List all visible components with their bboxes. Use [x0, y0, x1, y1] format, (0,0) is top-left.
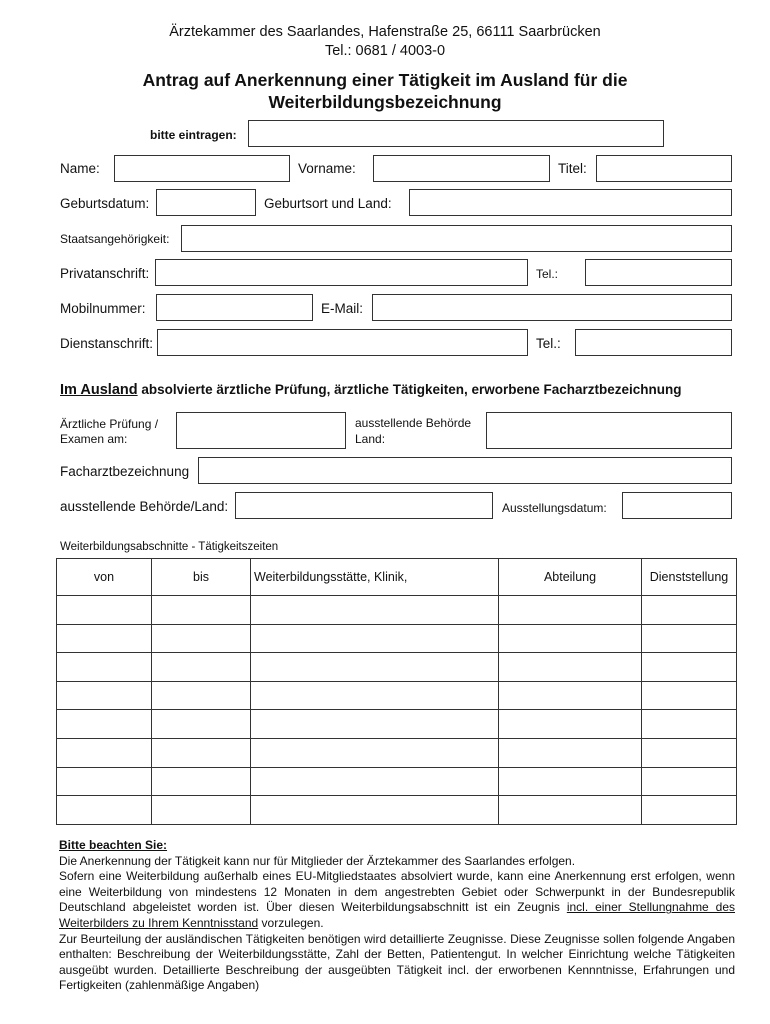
table-cell[interactable]: [152, 796, 251, 825]
column-header-von: von: [57, 559, 152, 596]
mobilnummer-label: Mobilnummer:: [60, 301, 146, 316]
table-row: [57, 767, 737, 796]
email-field[interactable]: [372, 294, 732, 321]
column-header-abteilung: Abteilung: [499, 559, 642, 596]
ausland-heading-rest: absolvierte ärztliche Prüfung, ärztliche Tätigkeiten, erworbene Facharztbezeichnung: [137, 382, 682, 397]
behoerde-land-field[interactable]: [486, 412, 732, 449]
staatsangehoerigkeit-field[interactable]: [181, 225, 732, 252]
table-cell[interactable]: [251, 624, 499, 653]
ausstellungsdatum-label: Ausstellungsdatum:: [502, 501, 607, 515]
table-cell[interactable]: [499, 710, 642, 739]
notes-paragraph-2-start: Sofern eine Weiterbildung außerhalb eines EU-Mitgliedstaates absolviert wurde, kann eine Anerkennung erst erfolgen, wenn eine Weiterbildung von mindestens 12 Monaten in dem angestrebten Gebiet oder Schwerpunkt in der Bundesrepublik Deutschland abgeleistet worden ist. Über diesen Weiterbildungsabschnitt ist ein Zeugnis: [59, 869, 735, 915]
geburtsdatum-label: Geburtsdatum:: [60, 196, 150, 211]
name-label: Name:: [60, 161, 100, 176]
bitte-eintragen-field[interactable]: [248, 120, 664, 147]
staatsangehoerigkeit-label: Staatsangehörigkeit:: [60, 232, 170, 246]
form-title-line2: Weiterbildungsbezeichnung: [268, 92, 502, 112]
table-cell[interactable]: [152, 653, 251, 682]
dienstanschrift-field[interactable]: [157, 329, 528, 356]
geburtsdatum-field[interactable]: [156, 189, 256, 216]
table-cell[interactable]: [642, 596, 737, 625]
bitte-eintragen-label: bitte eintragen:: [150, 128, 237, 142]
email-label: E-Mail:: [321, 301, 364, 316]
pruefung-datum-field[interactable]: [176, 412, 346, 449]
table-cell[interactable]: [251, 767, 499, 796]
titel-field[interactable]: [596, 155, 732, 182]
table-cell[interactable]: [642, 738, 737, 767]
table-row: [57, 624, 737, 653]
table-cell[interactable]: [499, 681, 642, 710]
table-cell[interactable]: [251, 796, 499, 825]
vorname-label: Vorname:: [298, 161, 356, 176]
notes-paragraph-3: Zur Beurteilung der ausländischen Tätigkeiten benötigen wird detaillierte Zeugnisse. Diese Zeugnisse sollen folgende Angaben enthalten: Beschreibung der Weiterbildungsstätte, Zahl der Betten, Patientengut. In welcher Einrichtung welche Tätigkeiten ausgeübt wurden. Detaillierte Beschreibung der ausgeübten Tätigkeit incl. der erworbenen Kennntnisse, Erfahrungen und Fertigkeiten (zahlenmäßige Angaben): [59, 931, 735, 993]
behoerde-label-line2: Land:: [355, 432, 386, 446]
table-cell[interactable]: [57, 767, 152, 796]
table-row: [57, 596, 737, 625]
behoerde-land-label: ausstellende Behörde/Land:: [60, 499, 229, 514]
table-cell[interactable]: [251, 710, 499, 739]
table-cell[interactable]: [251, 653, 499, 682]
facharzt-field[interactable]: [198, 457, 732, 484]
notes-heading: Bitte beachten Sie:: [59, 838, 168, 852]
table-cell[interactable]: [499, 796, 642, 825]
address-line: Ärztekammer des Saarlandes, Hafenstraße 25, 66111 Saarbrücken: [169, 24, 601, 40]
column-header-bis: bis: [152, 559, 251, 596]
form-title-line1: Antrag auf Anerkennung einer Tätigkeit im Ausland für die: [142, 70, 628, 90]
table-cell[interactable]: [642, 796, 737, 825]
table-cell[interactable]: [642, 767, 737, 796]
table-cell[interactable]: [499, 738, 642, 767]
privat-tel-field[interactable]: [585, 259, 732, 286]
column-header-weiterbildungsstaette: Weiterbildungsstätte, Klinik,: [251, 559, 499, 596]
dienstanschrift-label: Dienstanschrift:: [60, 336, 154, 351]
table-cell[interactable]: [642, 710, 737, 739]
table-cell[interactable]: [57, 681, 152, 710]
geburtsort-field[interactable]: [409, 189, 732, 216]
notes-paragraph-2-end: vorzulegen.: [258, 915, 324, 930]
notes-paragraph-2: [59, 869, 735, 931]
table-row: [57, 653, 737, 682]
privatanschrift-field[interactable]: [155, 259, 528, 286]
name-field[interactable]: [114, 155, 290, 182]
table-cell[interactable]: [251, 596, 499, 625]
table-row: [57, 681, 737, 710]
table-cell[interactable]: [152, 767, 251, 796]
table-cell[interactable]: [152, 681, 251, 710]
table-cell[interactable]: [499, 767, 642, 796]
table-caption: Weiterbildungsabschnitte - Tätigkeitszeiten: [60, 541, 279, 553]
ausstellungsdatum-field[interactable]: [622, 492, 732, 519]
ausland-heading-underlined: Im Ausland: [60, 382, 138, 398]
table-cell[interactable]: [642, 653, 737, 682]
table-cell[interactable]: [152, 738, 251, 767]
table-cell[interactable]: [152, 624, 251, 653]
table-cell[interactable]: [499, 596, 642, 625]
table-cell[interactable]: [251, 681, 499, 710]
table-cell[interactable]: [152, 596, 251, 625]
table-cell[interactable]: [57, 596, 152, 625]
geburtsort-label: Geburtsort und Land:: [264, 196, 392, 211]
table-cell[interactable]: [499, 653, 642, 682]
table-cell[interactable]: [642, 624, 737, 653]
table-cell[interactable]: [57, 796, 152, 825]
table-row: [57, 738, 737, 767]
notes-paragraph-2-underlined: incl. einer Stellungnahme des Weiterbilders zu Ihrem Kenntnisstand: [59, 900, 735, 930]
mobilnummer-field[interactable]: [156, 294, 313, 321]
titel-label: Titel:: [558, 161, 587, 176]
table-cell[interactable]: [152, 710, 251, 739]
notes-paragraph-1: Die Anerkennung der Tätigkeit kann nur für Mitglieder der Ärztekammer des Saarlandes erfolgen.: [59, 853, 576, 868]
table-cell[interactable]: [499, 624, 642, 653]
behoerde-land-field-2[interactable]: [235, 492, 493, 519]
table-cell[interactable]: [57, 653, 152, 682]
notes-section: [59, 838, 735, 994]
table-header-row: [57, 559, 737, 596]
ausland-heading: [60, 382, 682, 398]
weiterbildung-table: [56, 558, 737, 825]
table-cell[interactable]: [642, 681, 737, 710]
pruefung-label-line2: Examen am:: [60, 432, 128, 446]
privatanschrift-label: Privatanschrift:: [60, 266, 150, 281]
phone-line: Tel.: 0681 / 4003-0: [324, 43, 446, 59]
privat-tel-label: Tel.:: [536, 267, 559, 281]
table-cell[interactable]: [57, 710, 152, 739]
dienst-tel-field[interactable]: [575, 329, 732, 356]
table-cell[interactable]: [57, 738, 152, 767]
table-row: [57, 796, 737, 825]
facharzt-label: Facharztbezeichnung: [60, 464, 190, 479]
pruefung-label-line1: Ärztliche Prüfung /: [60, 417, 159, 431]
dienst-tel-label: Tel.:: [536, 336, 561, 351]
behoerde-label-line1: ausstellende Behörde: [355, 416, 472, 430]
table-row: [57, 710, 737, 739]
column-header-dienststellung: Dienststellung: [642, 559, 737, 596]
table-cell[interactable]: [57, 624, 152, 653]
vorname-field[interactable]: [373, 155, 550, 182]
table-cell[interactable]: [251, 738, 499, 767]
